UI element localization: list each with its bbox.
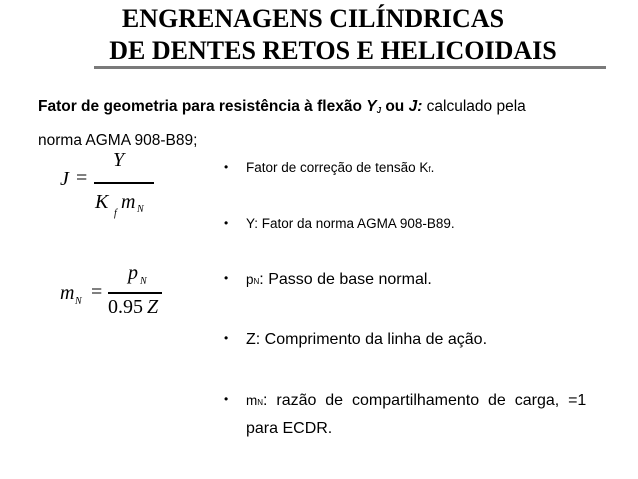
bullet-kf-subscript: f (428, 165, 431, 174)
title-line-1: ENGRENAGENS CILÍNDRICAS (121, 4, 505, 33)
eq2-equals: = (91, 281, 103, 303)
bullet-mn-prefix: m (246, 393, 258, 408)
bullet-marker: • (224, 392, 229, 406)
title-line-2: DE DENTES RETOS E HELICOIDAIS (109, 36, 557, 65)
bullet-pn-prefix: p (246, 272, 254, 287)
eq2-den-number: 0.95 (108, 296, 143, 318)
bullet-y-text: Y: Fator da norma AGMA 908-B89. (246, 216, 455, 231)
eq2-numerator: p (128, 262, 138, 284)
intro-or-word: ou (381, 98, 409, 115)
bullet-kf-tail: . (430, 160, 435, 175)
eq1-equals: = (76, 167, 88, 189)
eq1-den-k-subscript: f (114, 208, 117, 219)
bullet-marker: • (224, 216, 229, 230)
eq2-lhs: m (60, 282, 75, 304)
bullet-kf-text: Fator de correção de tensão K (246, 160, 429, 175)
bullet-pn-text: : Passo de base normal. (259, 271, 432, 288)
intro-rest: calculado pela (422, 98, 526, 115)
eq1-den-m-subscript: N (137, 204, 144, 215)
intro-y-symbol: Y (366, 98, 377, 115)
eq2-num-subscript: N (140, 276, 147, 287)
eq2-den-var: Z (147, 296, 159, 318)
bullet-marker: • (224, 160, 229, 174)
bullet-marker: • (224, 331, 229, 345)
eq1-lhs: J (60, 168, 69, 190)
bullet-z-text: Z: Comprimento da linha de ação. (246, 331, 488, 348)
eq1-den-k: K (95, 191, 109, 213)
bullet-mn-text: : razão de compartilhamento de carga, =1 (263, 392, 587, 409)
eq2-fraction-bar (108, 292, 162, 294)
intro-j-symbol: J: (408, 98, 423, 115)
bullet-mn-line-2: para ECDR. (246, 420, 333, 437)
intro-lead: Fator de geometria para resistência à flexão (38, 98, 367, 115)
eq1-den-m: m (121, 191, 136, 213)
intro-line-2: norma AGMA 908-B89; (38, 132, 198, 149)
bullet-mn-subscript: N (257, 398, 264, 407)
bullet-pn-subscript: N (253, 277, 260, 286)
eq1-numerator: Y (113, 149, 125, 171)
intro-y-subscript: J (376, 106, 382, 115)
bullet-marker: • (224, 271, 229, 285)
eq2-lhs-subscript: N (75, 296, 82, 307)
